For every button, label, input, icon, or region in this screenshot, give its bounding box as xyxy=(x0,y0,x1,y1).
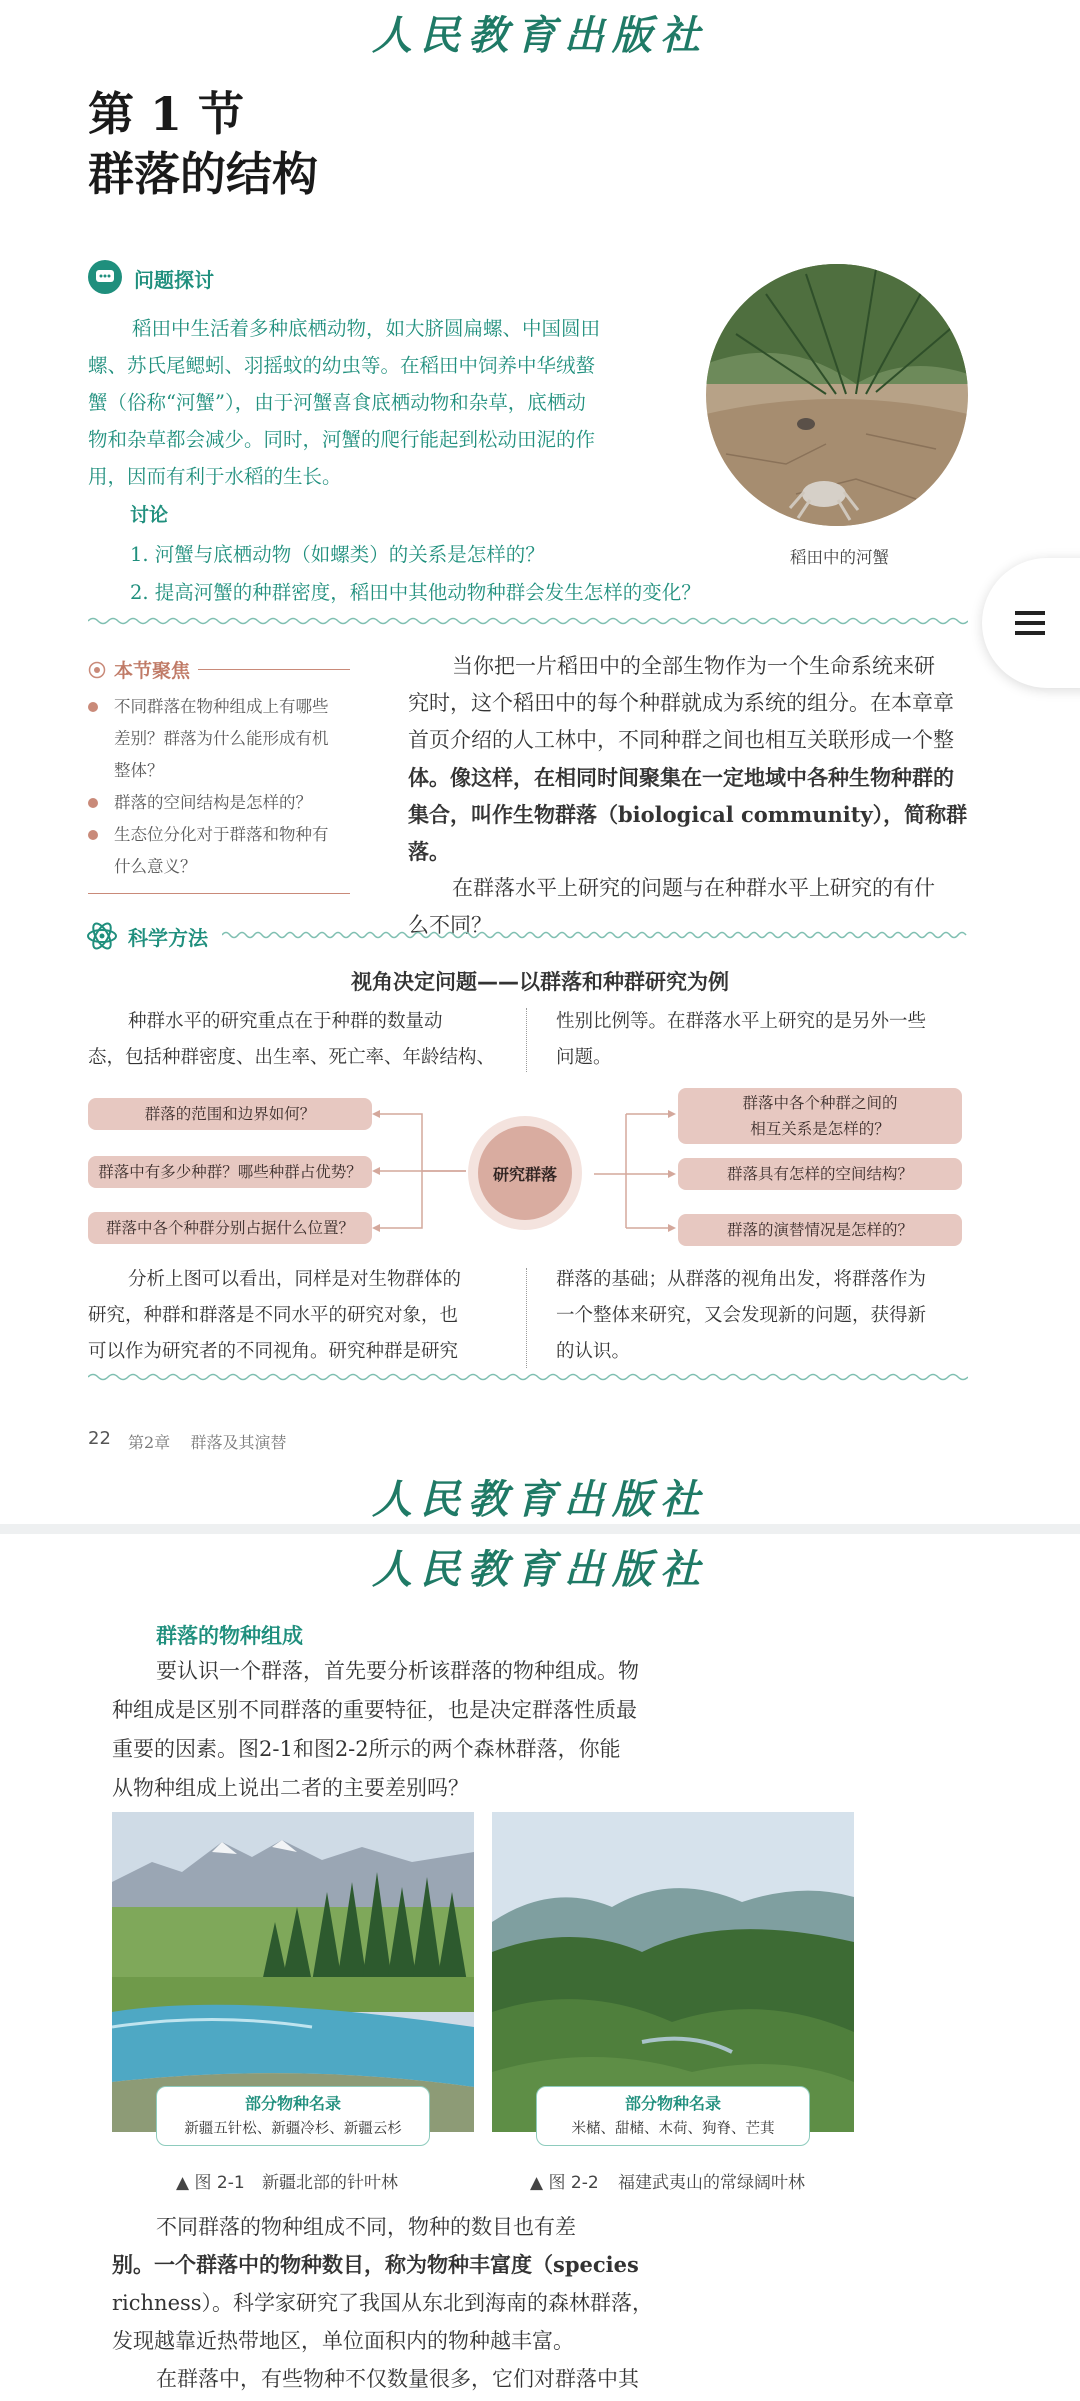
method-label: 科学方法 xyxy=(128,926,208,950)
wavy-divider xyxy=(88,616,968,626)
focus-item: 群落的空间结构是怎样的？ xyxy=(88,787,350,819)
question-item: 2. 提高河蟹的种群密度，稻田中其他动物种群会发生怎样的变化？ xyxy=(130,581,701,604)
broadleaf-forest-photo xyxy=(492,1812,854,2132)
method-text-right: 性别比例等。在群落水平上研究的是另外一些 问题。 xyxy=(556,1011,927,1068)
figure-number: ▲ 图 2-2 xyxy=(530,2173,599,2193)
method-title: 视角决定问题——以群落和种群研究为例 xyxy=(351,970,729,994)
focus-item: 生态位分化对于群落和物种有 什么意义？ xyxy=(88,819,350,883)
column-divider xyxy=(526,1268,527,1368)
chat-bubble-icon xyxy=(88,260,122,294)
problem-text xyxy=(88,310,668,495)
method-analysis-left: 分析上图可以看出，同样是对生物群体的 研究，种群和群落是不同水平的研究对象，也 可以作为研究者的不同视角。研究种群是研究 xyxy=(88,1269,462,1362)
crab-photo xyxy=(706,264,968,526)
species-list-tag: 部分物种名录 新疆五针松、新疆冷杉、新疆云杉 xyxy=(156,2086,430,2146)
diagram-left-item: 群落中各个种群分别占据什么位置？ xyxy=(88,1212,372,1244)
target-icon xyxy=(88,661,106,679)
diagram-connectors-right xyxy=(594,1090,676,1260)
diagram-right-item: 群落具有怎样的空间结构？ xyxy=(678,1158,962,1190)
focus-item: 不同群落在物种组成上有哪些 差别？群落为什么能形成有机 整体？ xyxy=(88,691,350,787)
species-paragraph: 要认识一个群落，首先要分析该群落的物种组成。物 种组成是区别不同群落的重要特征，也是决定群落性质最 重要的因素。图2-1和图2-2所示的两个森林群落，你能 从物种组成上说出二者的主要差别吗？ xyxy=(112,1659,639,1800)
method-analysis-right: 群落的基础；从群落的视角出发，将群落作为 一个整体来研究，又会发现新的问题，获得新 的认识。 xyxy=(556,1269,927,1362)
question-item: 1. 河蟹与底栖动物（如螺类）的关系是怎样的？ xyxy=(130,543,545,566)
page-number: 22 xyxy=(88,1428,111,1449)
problem-line: 稻田中生活着多种底栖动物，如大脐圆扁螺、中国圆田 xyxy=(132,317,601,340)
diagram-right-item: 群落的演替情况是怎样的？ xyxy=(678,1214,962,1246)
figure-number: ▲ 图 2-1 xyxy=(176,2173,245,2193)
focus-label: 本节聚焦 xyxy=(114,660,191,682)
problem-line: 用，因而有利于水稻的生长。 xyxy=(88,465,342,488)
discussion-questions xyxy=(130,536,701,612)
page-separator xyxy=(0,1524,1080,1534)
page-title: 群落的结构 xyxy=(88,147,318,201)
discussion-label: 讨论 xyxy=(130,504,169,526)
hamburger-icon xyxy=(1015,608,1045,638)
atom-icon xyxy=(86,920,118,952)
method-divider xyxy=(222,930,970,940)
figure-caption: 新疆北部的针叶林 xyxy=(262,2173,398,2193)
column-divider xyxy=(526,1008,527,1072)
subsection-title: 群落的物种组成 xyxy=(156,1624,303,1648)
publisher-logo: 人民教育出版社 xyxy=(372,1546,708,1593)
photo-caption: 稻田中的河蟹 xyxy=(790,548,889,567)
diagram-left-item: 群落的范围和边界如何？ xyxy=(88,1098,372,1130)
diagram-left-item: 群落中有多少种群？哪些种群占优势？ xyxy=(88,1156,372,1188)
menu-button[interactable] xyxy=(982,558,1080,688)
intro-paragraph: 当你把一片稻田中的全部生物作为一个生命系统来研 究时，这个稻田中的每个种群就成为系统的组分。在本章章 首页介绍的人工林中，不同种群之间也相互关联形成一个整 体。像这样，在相同时间聚集在一定地域中各种生物种群的 集合，叫作生物群落（biological community），简称群落。 在群落水平上研究的问题与在种群水平上研究的有什 么不同？ xyxy=(408,654,968,937)
diagram-center-ring xyxy=(468,1116,582,1230)
figure-caption: 福建武夷山的常绿阔叶林 xyxy=(618,2173,805,2193)
problem-line: 螺、苏氏尾鳃蚓、羽摇蚊的幼虫等。在稻田中饲养中华绒螯 xyxy=(88,354,596,377)
publisher-logo: 人民教育出版社 xyxy=(372,1476,708,1523)
section-number: 第 1 节 xyxy=(88,87,245,141)
problem-line: 物和杂草都会减少。同时，河蟹的爬行能起到松动田泥的作 xyxy=(88,428,596,451)
focus-box xyxy=(88,656,350,894)
diagram-center: 研究群落 xyxy=(478,1126,572,1220)
publisher-logo: 人民教育出版社 xyxy=(372,12,708,59)
wavy-divider xyxy=(88,1372,968,1382)
problem-line: 蟹（俗称“河蟹”），由于河蟹喜食底栖动物和杂草，底栖动 xyxy=(88,391,586,414)
diagram-right-item: 群落中各个种群之间的 相互关系是怎样的？ xyxy=(678,1088,962,1144)
method-text-left: 种群水平的研究重点在于种群的数量动 态，包括种群密度、出生率、死亡率、年龄结构、 xyxy=(88,1011,496,1068)
problem-label: 问题探讨 xyxy=(134,268,214,292)
conifer-forest-photo xyxy=(112,1812,474,2132)
richness-paragraph: 不同群落的物种组成不同，物种的数目也有差 别。一个群落中的物种数目，称为物种丰富度（species richness）。科学家研究了我国从东北到海南的森林群落， 发现越靠近热带地区，单位面积内的物种越丰富。 在群落中，有些物种不仅数量很多，它们对群落中其 xyxy=(112,2215,654,2391)
species-list-tag: 部分物种名录 米槠、甜槠、木荷、狗脊、芒萁 xyxy=(536,2086,810,2146)
chapter-footer: 第2章 群落及其演替 xyxy=(128,1433,287,1452)
